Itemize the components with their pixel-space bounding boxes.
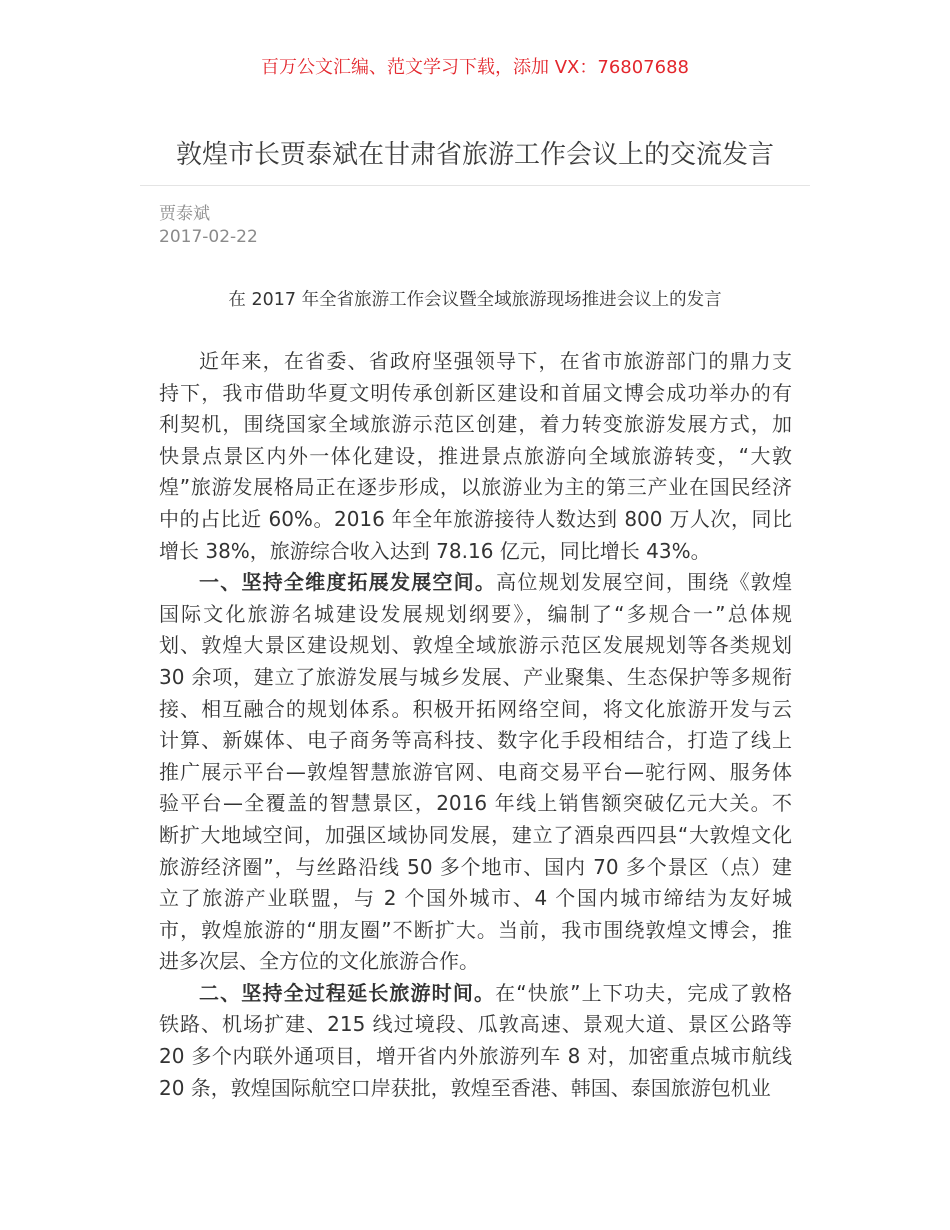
line-text: 断扩大地域空间，加强区域协同发展，建立了酒泉西四县“大敦煌文化 (159, 822, 792, 847)
paragraph-line (159, 757, 792, 789)
paragraph (159, 346, 792, 567)
paragraph-line (159, 694, 792, 726)
article-title: 敦煌市长贾泰斌在甘肃省旅游工作会议上的交流发言 (175, 140, 774, 170)
paragraph-line (159, 915, 792, 947)
line-text: 市，敦煌旅游的“朋友圈”不断扩大。当前，我市围绕敦煌文博会，推 (159, 917, 792, 942)
paragraph-line (159, 1073, 792, 1105)
line-text: 增长 38%，旅游综合收入达到 78.16 亿元，同比增长 43%。 (159, 538, 711, 563)
paragraph (159, 567, 792, 978)
paragraph-line (159, 852, 792, 884)
paragraph-line (159, 820, 792, 852)
paragraph-line (159, 472, 792, 504)
line-text: 利契机，围绕国家全域旅游示范区创建，着力转变旅游发展方式，加 (159, 412, 792, 437)
paragraph-line (159, 536, 792, 568)
line-text: 推广展示平台—敦煌智慧旅游官网、电商交易平台—驼行网、服务体 (159, 759, 792, 784)
article-author: 贾泰斌 (159, 204, 210, 224)
line-text: 30 余项，建立了旅游发展与城乡发展、产业聚集、生态保护等多规衔 (159, 664, 792, 689)
line-text: 中的占比近 60%。2016 年全年旅游接待人数达到 800 万人次，同比 (159, 506, 792, 531)
article-subtitle: 在 2017 年全省旅游工作会议暨全域旅游现场推进会议上的发言 (228, 290, 722, 310)
paragraph-line (159, 1009, 792, 1041)
paragraph-line (159, 788, 792, 820)
paragraph (159, 978, 792, 1104)
section-heading: 二、坚持全过程延长旅游时间。 (199, 980, 496, 1005)
paragraph-line (159, 409, 792, 441)
line-text: 划、敦煌大景区建设规划、敦煌全域旅游示范区发展规划等各类规划 (159, 633, 792, 658)
paragraph-line (159, 599, 792, 631)
line-text: 计算、新媒体、电子商务等高科技、数字化手段相结合，打造了线上 (159, 728, 792, 753)
line-text: 国际文化旅游名城建设发展规划纲要》，编制了“多规合一”总体规 (159, 601, 792, 626)
line-text: 接、相互融合的规划体系。积极开拓网络空间，将文化旅游开发与云 (159, 696, 792, 721)
line-text: 进多次层、全方位的文化旅游合作。 (159, 949, 479, 974)
title-divider (140, 185, 810, 186)
line-text: 20 多个内联外通项目，增开省内外旅游列车 8 对，加密重点城市航线 (159, 1044, 792, 1069)
line-text: 验平台—全覆盖的智慧景区，2016 年线上销售额突破亿元大关。不 (159, 791, 792, 816)
paragraph-line (159, 504, 792, 536)
paragraph-line (159, 1041, 792, 1073)
promo-banner: 百万公文汇编、范文学习下载，添加 VX：76807688 (261, 57, 689, 78)
line-text: 持下，我市借助华夏文明传承创新区建设和首届文博会成功举办的有 (159, 380, 792, 405)
article-body (159, 346, 792, 1104)
line-text: 立了旅游产业联盟，与 2 个国外城市、4 个国内城市缔结为友好城 (159, 886, 792, 911)
paragraph-line (159, 378, 792, 410)
line-text: 铁路、机场扩建、215 线过境段、瓜敦高速、景观大道、景区公路等 (159, 1012, 792, 1037)
line-text: 高位规划发展空间，围绕《敦煌 (496, 570, 793, 595)
paragraph-line (159, 662, 792, 694)
line-text: 旅游经济圈”，与丝路沿线 50 多个地市、国内 70 多个景区（点）建 (159, 854, 792, 879)
paragraph-line (159, 567, 792, 599)
paragraph-line (159, 978, 792, 1010)
article-date: 2017-02-22 (159, 227, 258, 247)
paragraph-line (159, 946, 792, 978)
line-text: 煌”旅游发展格局正在逐步形成，以旅游业为主的第三产业在国民经济 (159, 475, 792, 500)
section-heading: 一、坚持全维度拓展发展空间。 (199, 570, 497, 595)
paragraph-line (159, 346, 792, 378)
line-text: 20 条，敦煌国际航空口岸获批，敦煌至香港、韩国、泰国旅游包机业 (159, 1075, 771, 1100)
line-text: 在“快旅”上下功夫，完成了敦格 (495, 980, 792, 1005)
paragraph-line (159, 441, 792, 473)
paragraph-line (159, 725, 792, 757)
paragraph-line (159, 883, 792, 915)
line-text: 快景点景区内外一体化建设，推进景点旅游向全域旅游转变，“大敦 (159, 443, 792, 468)
paragraph-line (159, 630, 792, 662)
line-text: 近年来，在省委、省政府坚强领导下，在省市旅游部门的鼎力支 (199, 349, 792, 373)
